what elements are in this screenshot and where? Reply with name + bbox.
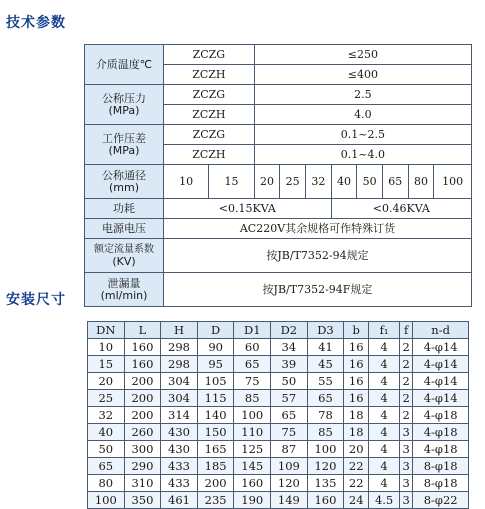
install-cell: 20 [344,441,369,458]
install-row [88,356,469,373]
install-cell: 4 [369,390,400,407]
install-cell: 15 [88,356,125,373]
working-pressure-value-2: 0.1~4.0 [254,145,471,165]
install-cell: 125 [234,441,271,458]
install-cell: 100 [307,441,344,458]
power-value-large: <0.46KVA [331,199,471,219]
install-cell: 185 [197,458,234,475]
working-pressure-model-2: ZCZH [164,145,255,165]
install-cell: 310 [124,475,161,492]
install-cell: 65 [234,356,271,373]
install-cell: 78 [307,407,344,424]
install-cell: 22 [344,458,369,475]
install-cell: 4 [369,441,400,458]
install-cell: 18 [344,407,369,424]
install-row [88,390,469,407]
voltage-value: AC220V其余规格可作特殊订货 [164,219,472,239]
diameter-label [85,165,164,199]
install-cell: 85 [234,390,271,407]
working-pressure-label [85,125,164,165]
install-cell: 200 [124,407,161,424]
install-header-cell: n-d [413,322,469,339]
diameter-cell: 50 [357,165,383,199]
install-cell: 3 [399,492,412,509]
install-cell: 149 [271,492,308,509]
install-cell: 25 [88,390,125,407]
install-cell: 160 [307,492,344,509]
install-cell: 4 [369,356,400,373]
install-size-title: 安装尺寸 [6,292,66,308]
install-cell: 190 [234,492,271,509]
install-size-body [88,322,469,509]
diameter-unit: (mm) [108,180,139,194]
working-pressure-unit: (MPa) [108,143,140,157]
install-cell: 235 [197,492,234,509]
install-cell: 18 [344,424,369,441]
install-cell: 40 [88,424,125,441]
install-cell: 24 [344,492,369,509]
install-cell: 433 [161,458,198,475]
install-header-cell: DN [88,322,125,339]
install-cell: 87 [271,441,308,458]
diameter-cell: 10 [164,165,209,199]
install-cell: 4-φ18 [413,424,469,441]
install-cell: 3 [399,424,412,441]
install-row [88,373,469,390]
install-cell: 200 [197,475,234,492]
install-row [88,424,469,441]
tech-params-title: 技术参数 [6,15,66,31]
install-cell: 57 [271,390,308,407]
install-header-cell: b [344,322,369,339]
power-label: 功耗 [85,199,164,219]
diameter-cell: 15 [209,165,254,199]
install-cell: 2 [399,339,412,356]
install-cell: 120 [271,475,308,492]
install-cell: 120 [307,458,344,475]
install-row [88,458,469,475]
working-pressure-value-1: 0.1~2.5 [254,125,471,145]
install-cell: 298 [161,356,198,373]
install-row [88,407,469,424]
install-cell: 304 [161,373,198,390]
install-cell: 4-φ14 [413,373,469,390]
medium-temp-model-2: ZCZH [164,65,255,85]
install-cell: 65 [271,407,308,424]
install-cell: 314 [161,407,198,424]
nominal-pressure-value-2: 4.0 [254,105,471,125]
install-cell: 95 [197,356,234,373]
leakage-label [85,273,164,307]
install-cell: 16 [344,339,369,356]
install-cell: 433 [161,475,198,492]
install-cell: 290 [124,458,161,475]
medium-temp-model-1: ZCZG [164,45,255,65]
install-cell: 160 [124,356,161,373]
flow-coef-label-text: 额定流量系数 [94,243,154,255]
install-cell: 100 [88,492,125,509]
install-cell: 65 [88,458,125,475]
install-cell: 16 [344,390,369,407]
install-cell: 115 [197,390,234,407]
install-cell: 200 [124,390,161,407]
working-pressure-label-text: 工作压差 [102,131,146,145]
install-header-cell: D1 [234,322,271,339]
install-cell: 2 [399,373,412,390]
install-cell: 430 [161,441,198,458]
install-cell: 105 [197,373,234,390]
install-header-cell: D3 [307,322,344,339]
install-cell: 304 [161,390,198,407]
install-cell: 4-φ18 [413,407,469,424]
install-cell: 8-φ18 [413,475,469,492]
leakage-value: 按JB/T7352-94F规定 [164,273,472,307]
install-cell: 200 [124,373,161,390]
install-cell: 16 [344,373,369,390]
install-header-row [88,322,469,339]
leakage-label-text: 泄漏量 [107,276,141,290]
install-cell: 50 [271,373,308,390]
install-cell: 3 [399,475,412,492]
install-cell: 350 [124,492,161,509]
install-cell: 45 [307,356,344,373]
install-cell: 65 [307,390,344,407]
voltage-label: 电源电压 [85,219,164,239]
install-cell: 4-φ14 [413,339,469,356]
diameter-cell: 25 [280,165,306,199]
power-value-small: <0.15KVA [164,199,332,219]
medium-temp-value-1: ≤250 [254,45,471,65]
tech-params-table [84,44,472,307]
install-cell: 75 [271,424,308,441]
diameter-label-text: 公称通径 [102,168,146,182]
install-cell: 260 [124,424,161,441]
flow-coef-label [85,239,164,273]
install-row [88,475,469,492]
install-cell: 80 [88,475,125,492]
install-header-cell: H [161,322,198,339]
install-cell: 41 [307,339,344,356]
nominal-pressure-label [85,85,164,125]
install-cell: 50 [88,441,125,458]
install-cell: 109 [271,458,308,475]
install-cell: 55 [307,373,344,390]
install-header-cell: D [197,322,234,339]
install-cell: 8-φ22 [413,492,469,509]
install-cell: 75 [234,373,271,390]
install-cell: 110 [234,424,271,441]
install-cell: 32 [88,407,125,424]
install-cell: 10 [88,339,125,356]
install-cell: 140 [197,407,234,424]
install-cell: 4 [369,424,400,441]
install-cell: 90 [197,339,234,356]
install-cell: 8-φ18 [413,458,469,475]
install-cell: 160 [124,339,161,356]
install-cell: 85 [307,424,344,441]
diameter-cell: 80 [408,165,434,199]
install-cell: 60 [234,339,271,356]
nominal-pressure-model-1: ZCZG [164,85,255,105]
leakage-unit: (ml/min) [100,288,148,302]
install-cell: 300 [124,441,161,458]
install-cell: 4-φ14 [413,390,469,407]
install-cell: 100 [234,407,271,424]
install-cell: 3 [399,441,412,458]
working-pressure-model-1: ZCZG [164,125,255,145]
install-header-cell: D2 [271,322,308,339]
install-cell: 430 [161,424,198,441]
install-cell: 3 [399,458,412,475]
flow-coef-unit: (KV) [112,254,136,268]
install-cell: 2 [399,407,412,424]
install-cell: 4-φ14 [413,356,469,373]
diameter-cell: 32 [306,165,332,199]
nominal-pressure-value-1: 2.5 [254,85,471,105]
nominal-pressure-label-text: 公称压力 [102,91,146,105]
diameter-cell: 20 [254,165,280,199]
nominal-pressure-unit: (MPa) [108,103,140,117]
medium-temp-label: 介质温度℃ [85,45,164,85]
install-size-table [87,321,469,509]
install-cell: 4 [369,407,400,424]
flow-coef-value: 按JB/T7352-94规定 [164,239,472,273]
install-cell: 2 [399,356,412,373]
install-cell: 4 [369,339,400,356]
install-cell: 4 [369,458,400,475]
install-header-cell: f₁ [369,322,400,339]
install-cell: 22 [344,475,369,492]
nominal-pressure-model-2: ZCZH [164,105,255,125]
install-cell: 160 [234,475,271,492]
install-cell: 34 [271,339,308,356]
diameter-cell: 40 [331,165,357,199]
diameter-cell: 65 [382,165,408,199]
install-cell: 4-φ18 [413,441,469,458]
diameter-cell: 100 [434,165,472,199]
install-cell: 150 [197,424,234,441]
install-header-cell: f [399,322,412,339]
install-row [88,441,469,458]
install-cell: 4 [369,475,400,492]
medium-temp-value-2: ≤400 [254,65,471,85]
install-cell: 4.5 [369,492,400,509]
install-cell: 2 [399,390,412,407]
install-cell: 298 [161,339,198,356]
install-cell: 145 [234,458,271,475]
install-cell: 39 [271,356,308,373]
install-row [88,339,469,356]
install-cell: 461 [161,492,198,509]
install-cell: 16 [344,356,369,373]
install-cell: 165 [197,441,234,458]
install-cell: 4 [369,373,400,390]
install-cell: 135 [307,475,344,492]
install-header-cell: L [124,322,161,339]
install-cell: 20 [88,373,125,390]
